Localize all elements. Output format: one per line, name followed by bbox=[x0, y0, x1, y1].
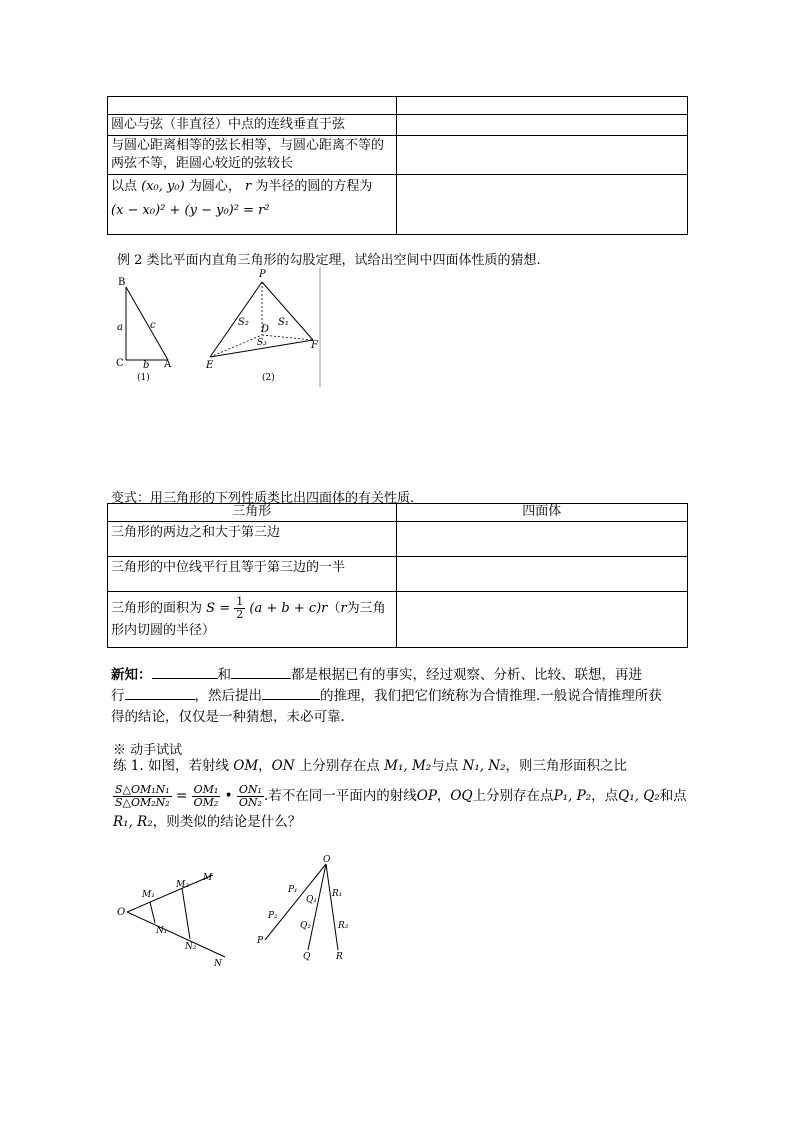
ex1-l2b: 上分别存在点 bbox=[472, 788, 554, 804]
fig3-ray-OM bbox=[127, 875, 213, 912]
variant-row3-right bbox=[396, 592, 688, 648]
triangle-tetrahedron-table bbox=[107, 503, 688, 648]
row3-suffix: 为三角 bbox=[346, 601, 386, 616]
fig3-label-N: N bbox=[214, 959, 222, 969]
fig3-label-M: M bbox=[203, 873, 213, 883]
circle-equation: (x − x₀)² + (y − y₀)² = r² bbox=[111, 203, 270, 218]
table1-row2-right bbox=[396, 115, 687, 136]
row4-prefix: 以点 bbox=[111, 179, 138, 194]
ratio-area-num: S△OM₁N₁ bbox=[115, 783, 170, 796]
ratio-on-den: ON₂ bbox=[238, 796, 262, 809]
header-tetrahedron: 四面体 bbox=[396, 504, 688, 522]
fig2-caption: (2) bbox=[262, 373, 275, 383]
fig3-seg-M1N1 bbox=[150, 902, 155, 923]
fig1-label-A: A bbox=[164, 359, 172, 370]
fig2-label-S2: S₂ bbox=[238, 317, 249, 328]
newknow-t1: 和 bbox=[217, 667, 231, 683]
row3-rhs: (a + b + c)r bbox=[249, 601, 328, 616]
fig2-edge-PF bbox=[262, 282, 313, 340]
table1-row3-left: 与圆心距离相等的弦长相等，与圆心距离不等的两弦不等，距圆心较近的弦较长 bbox=[108, 136, 397, 175]
ex1-l2a: .若不在同一平面内的射线 bbox=[263, 788, 417, 804]
row3-frac-den: 2 bbox=[236, 608, 244, 621]
row4-r: r bbox=[244, 179, 252, 194]
fig1-label-b: b bbox=[143, 360, 150, 371]
ex1-l3: ，则类似的结论是什么？ bbox=[152, 814, 302, 830]
blank-4[interactable] bbox=[262, 686, 320, 700]
fig1-label-c: c bbox=[150, 320, 156, 331]
newknow-t3: 行 bbox=[111, 688, 125, 704]
tryit-heading: ※ 动手试试 bbox=[113, 743, 183, 758]
fig3-seg-M2N2 bbox=[182, 888, 190, 939]
row3-lhs: S = bbox=[206, 601, 231, 616]
blank-3[interactable] bbox=[125, 686, 195, 700]
fig1-label-C: C bbox=[116, 358, 124, 369]
row3-line2: 形内切圆的半径） bbox=[111, 623, 216, 638]
fig4-label-R1: R₁ bbox=[332, 889, 343, 899]
fig4-ray-OR bbox=[326, 864, 338, 950]
ex1-r12: R₁, R₂ bbox=[113, 814, 153, 830]
table1-row1-left bbox=[108, 97, 397, 115]
ratio-om-den: OM₂ bbox=[193, 796, 219, 809]
row3-r: r bbox=[340, 601, 347, 616]
fig4-ray-OQ bbox=[308, 864, 326, 950]
fig3-ray-ON bbox=[127, 912, 225, 957]
row3-frac-num: 1 bbox=[236, 595, 244, 608]
fig3-label-O: O bbox=[117, 907, 126, 918]
fig2-label-E: E bbox=[206, 360, 214, 371]
newknow-paragraph bbox=[111, 665, 691, 728]
fig3-label-M2: M₂ bbox=[176, 880, 189, 890]
ex1-l1b: 上分别存在点 bbox=[298, 758, 380, 774]
figure-triangle-tetrahedron bbox=[100, 262, 330, 392]
ex1-l1d: ，则三角形面积之比 bbox=[505, 758, 628, 774]
row4-suffix: 为半径的圆的方程为 bbox=[255, 179, 373, 194]
variant-intro: 变式：用三角形的下列性质类比出四面体的有关性质. bbox=[111, 491, 415, 506]
variant-row2-text: 三角形的中位线平行且等于第三边的一半 bbox=[111, 560, 346, 575]
fig3-label-N1: N₁ bbox=[156, 926, 168, 936]
fig2-label-P: P bbox=[259, 269, 266, 280]
ex1-l1c: 与点 bbox=[431, 758, 459, 774]
ex1-comma: ， bbox=[258, 758, 272, 774]
ratio-eq: = bbox=[176, 788, 188, 804]
newknow-label: 新知： bbox=[111, 667, 152, 683]
fig4-label-Q2: Q₂ bbox=[300, 921, 311, 931]
variant-row1-text: 三角形的两边之和大于第三边 bbox=[111, 525, 281, 540]
ex1-l1a: 练 1. 如图，若射线 bbox=[113, 758, 229, 774]
ex1-q12: Q₁, Q₂ bbox=[618, 788, 660, 804]
ex1-oq: OQ bbox=[450, 788, 473, 804]
example2-text: 例 2 类比平面内直角三角形的勾股定理，试给出空间中四面体性质的猜想. bbox=[117, 253, 541, 268]
ex1-om: OM bbox=[233, 758, 259, 774]
row3-prefix: 三角形的面积为 bbox=[111, 601, 203, 616]
fig2-edge-DF bbox=[262, 335, 313, 340]
newknow-t4: ，然后提出 bbox=[194, 688, 262, 704]
fig2-label-F: F bbox=[311, 340, 318, 351]
fig4-label-O: O bbox=[323, 855, 331, 865]
variant-row2-left bbox=[108, 557, 397, 592]
row3-paren: （ bbox=[327, 601, 341, 616]
fig2-label-S1: S₁ bbox=[278, 317, 289, 328]
ex1-op: OP bbox=[416, 788, 437, 804]
variant-row1-left bbox=[108, 522, 397, 557]
fig4-label-P1: P₁ bbox=[288, 885, 298, 895]
row3-fraction bbox=[234, 596, 245, 621]
variant-row1-right bbox=[396, 522, 688, 557]
fig2-label-D: D bbox=[261, 324, 270, 335]
ratio-area-den: S△OM₂N₂ bbox=[115, 796, 170, 809]
circle-properties-table bbox=[107, 96, 688, 235]
ratio-dot: • bbox=[224, 788, 233, 804]
table1-row4-left bbox=[108, 175, 397, 235]
fig1-side-c bbox=[126, 287, 168, 360]
row4-mid: 为圆心， bbox=[188, 179, 241, 194]
table1-row1-right bbox=[396, 97, 687, 115]
header-triangle: 三角形 bbox=[108, 504, 397, 522]
fig4-label-R: R bbox=[336, 952, 343, 962]
blank-1[interactable] bbox=[152, 665, 218, 679]
fig4-label-Q1: Q₁ bbox=[306, 895, 317, 905]
ex1-p12: P₁, P₂ bbox=[553, 788, 592, 804]
ex1-m12: M₁, M₂ bbox=[384, 758, 432, 774]
figure-rays-OM-ON bbox=[110, 860, 240, 970]
table1-row3-right bbox=[396, 136, 687, 175]
ex1-l2c: ，点 bbox=[591, 788, 619, 804]
fig3-label-M1: M₁ bbox=[142, 890, 155, 900]
ratio-on bbox=[237, 784, 264, 809]
fig2-label-S3: S₃ bbox=[257, 338, 267, 348]
fig4-label-Q: Q bbox=[303, 952, 311, 962]
ex1-l2d: 和点 bbox=[659, 788, 687, 804]
ex1-on: ON bbox=[271, 758, 295, 774]
table1-row4-right bbox=[396, 175, 687, 235]
fig4-label-P: P bbox=[257, 936, 264, 946]
newknow-t6: 得的结论，仅仅是一种猜想，未必可靠. bbox=[111, 709, 345, 725]
fig1-label-a: a bbox=[117, 322, 123, 333]
ratio-area bbox=[113, 784, 172, 809]
ratio-om bbox=[192, 784, 221, 809]
variant-row2-right bbox=[396, 557, 688, 592]
blank-2[interactable] bbox=[231, 665, 291, 679]
fig1-caption: (1) bbox=[137, 373, 150, 383]
variant-row3-left bbox=[108, 592, 397, 648]
newknow-t2: 都是根据已有的事实，经过观察、分析、比较、联想，再进 bbox=[291, 667, 642, 683]
ratio-om-num: OM₁ bbox=[193, 783, 219, 796]
ex1-n12: N₁, N₂ bbox=[462, 758, 506, 774]
figure-rays-OP-OQ-OR bbox=[250, 850, 370, 965]
fig3-label-N2: N₂ bbox=[185, 942, 197, 952]
newknow-t5: 的推理，我们把它们统称为合情推理.一般说合情推理所获 bbox=[320, 688, 662, 704]
ex1-comma2: ， bbox=[436, 788, 451, 804]
exercise1 bbox=[113, 756, 693, 832]
fig1-label-B: B bbox=[118, 277, 126, 288]
table1-row2-left: 圆心与弦（非直径）中点的连线垂直于弦 bbox=[108, 115, 397, 136]
fig4-label-P2: P₂ bbox=[268, 911, 278, 921]
fig4-label-R2: R₂ bbox=[338, 921, 349, 931]
ratio-on-num: ON₁ bbox=[238, 783, 262, 796]
row4-point: (x₀, y₀) bbox=[141, 179, 185, 194]
